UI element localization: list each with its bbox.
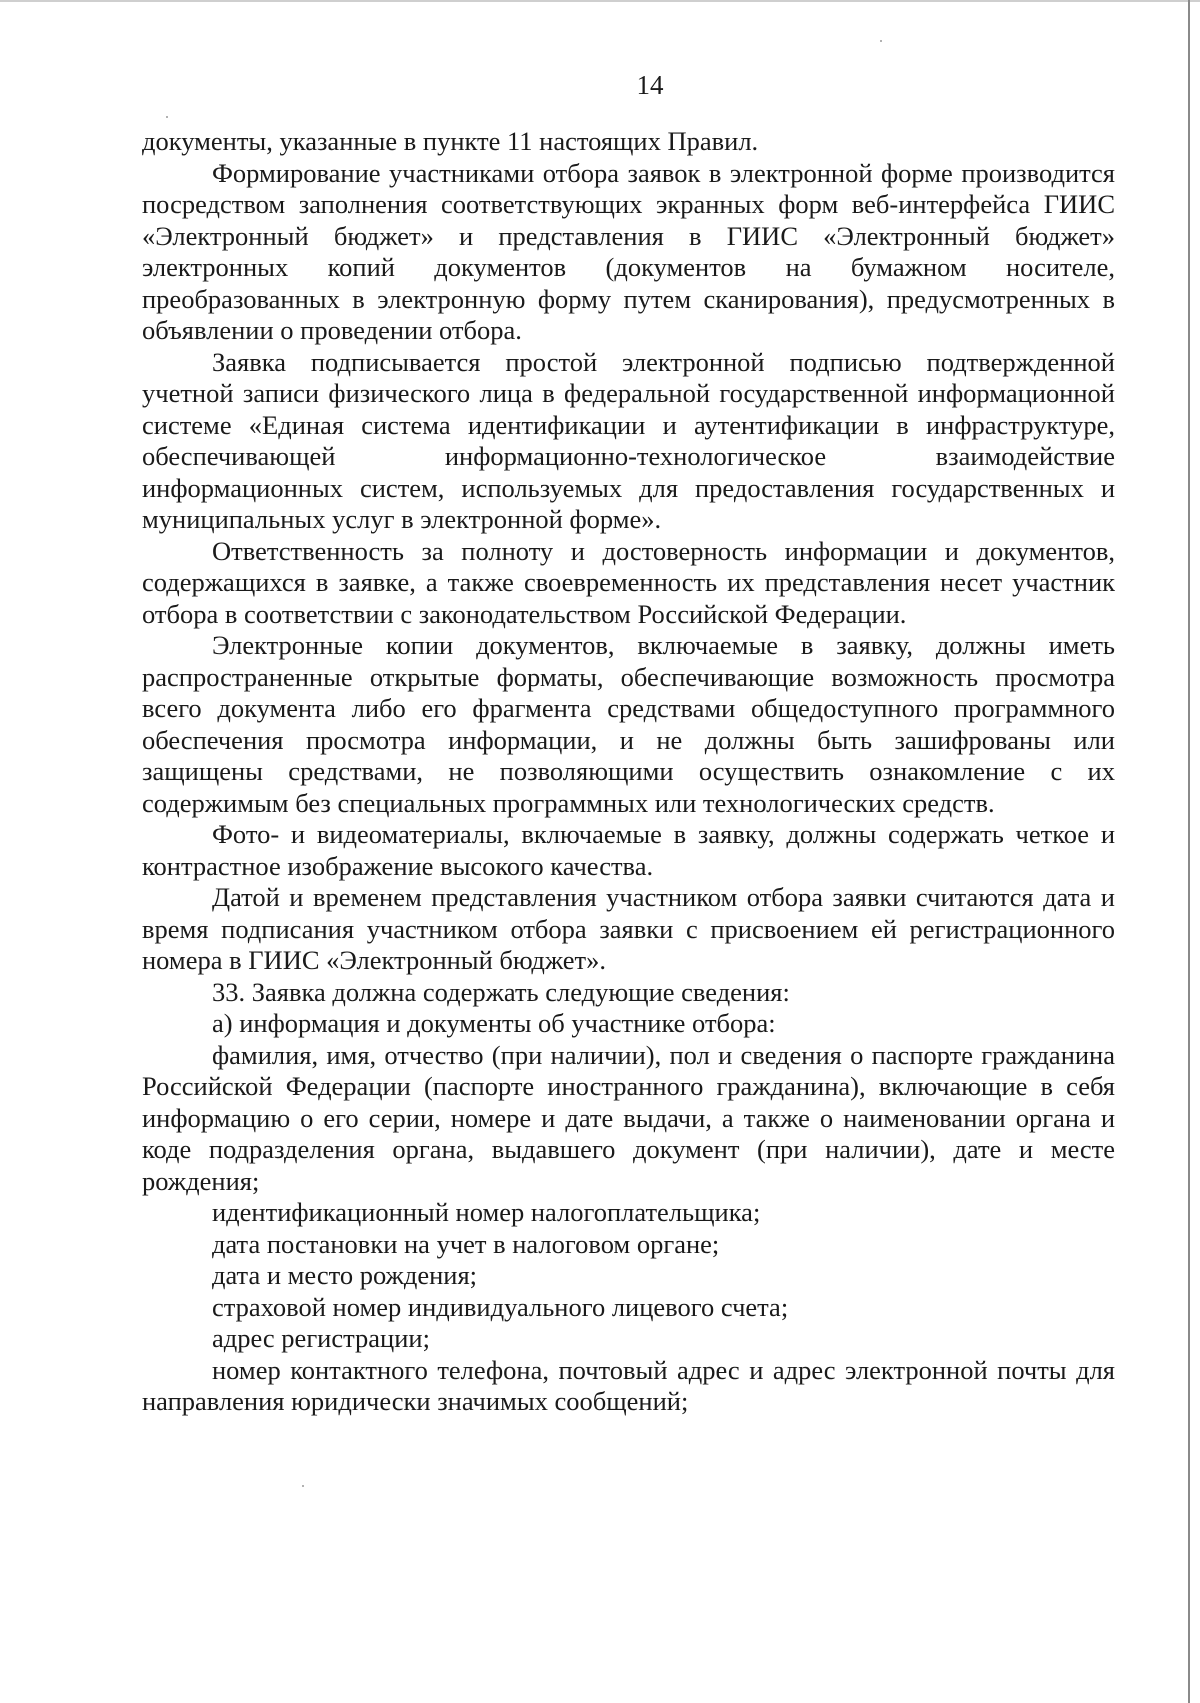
paragraph: Электронные копии документов, включаемые в заявку, должны иметь распространенные открытые форматы, обеспечивающие возможность просмотра всего документа либо его фрагмента средствами общедоступного программного обеспечения просмотра информации, и не должны быть зашифрованы или защищены средствами, не позволяющими осуществить ознакомление с их содержимым без специальных программных или технологических средств. xyxy=(142,630,1115,818)
scan-speck xyxy=(302,1485,304,1487)
scan-speck xyxy=(166,116,168,118)
paragraph: документы, указанные в пункте 11 настоящих Правил. xyxy=(142,126,759,156)
paragraph: Датой и временем представления участником отбора заявки считаются дата и время подписания участником отбора заявки с присвоением ей регистрационного номера в ГИИС «Электронный бюджет». xyxy=(142,882,1115,975)
paragraph: Ответственность за полноту и достоверность информации и документов, содержащихся в заявке, а также своевременность их представления несет участник отбора в соответствии с законодательством Российской Федерации. xyxy=(142,535,1115,629)
paragraph: дата и место рождения; xyxy=(212,1260,478,1290)
paragraph: страховой номер индивидуального лицевого счета; xyxy=(212,1291,789,1322)
scan-speck xyxy=(880,40,882,42)
paragraph: адрес регистрации; xyxy=(212,1323,430,1353)
paragraph: а) информация и документы об участнике отбора: xyxy=(212,1008,776,1038)
paragraph: 33. Заявка должна содержать следующие сведения: xyxy=(212,976,790,1007)
paragraph: идентификационный номер налогоплательщика; xyxy=(212,1197,761,1227)
page-right-edge xyxy=(1188,0,1190,1703)
paragraph: дата постановки на учет в налоговом органе; xyxy=(212,1228,720,1259)
paragraph: номер контактного телефона, почтовый адрес и адрес электронной почты для направления юридически значимых сообщений; xyxy=(142,1354,1115,1416)
document-body xyxy=(142,126,1115,1418)
page-number: 14 xyxy=(636,70,664,100)
paragraph: Формирование участниками отбора заявок в электронной форме производится посредством заполнения соответствующих экранных форм веб-интерфейса ГИИС «Электронный бюджет» и представления в ГИИС «Электронный бюджет» электронных копий документов (документов на бумажном носителе, преобразованных в электронную форму путем сканирования), предусмотренных в объявлении о проведении отбора. xyxy=(142,157,1115,345)
paragraph: фамилия, имя, отчество (при наличии), пол и сведения о паспорте гражданина Российской Федерации (паспорте иностранного гражданина), включающие в себя информацию о его серии, номере и дате выдачи, а также о наименовании органа и коде подразделения органа, выдавшего документ (при наличии), дате и месте рождения; xyxy=(142,1039,1115,1196)
paragraph: Фото- и видеоматериалы, включаемые в заявку, должны содержать четкое и контрастное изображение высокого качества. xyxy=(142,819,1115,881)
paragraph: Заявка подписывается простой электронной подписью подтвержденной учетной записи физического лица в федеральной государственной информационной системе «Единая система идентификации и аутентификации в инфраструктуре, обеспечивающей информационно-технологическое взаимодействие информационных систем, используемых для предоставления государственных и муниципальных услуг в электронной форме». xyxy=(142,346,1115,534)
page-top-edge xyxy=(0,0,1200,2)
